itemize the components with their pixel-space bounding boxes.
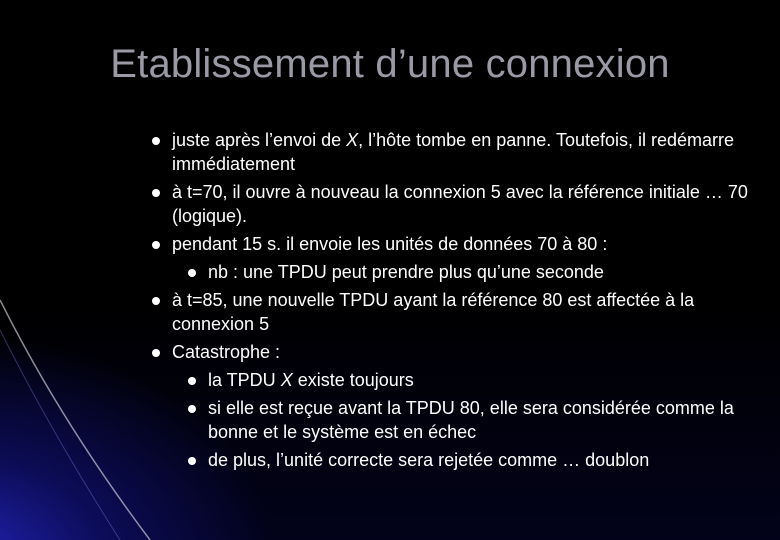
bullet-text: à t=85, une nouvelle TPDU ayant la référence 80 est affectée à la connexion 5 <box>172 290 695 334</box>
bullet-icon <box>188 377 196 385</box>
sub-bullet-item <box>188 368 752 392</box>
bullet-text: de plus, l’unité correcte sera rejetée comme … doublon <box>208 450 650 470</box>
sub-bullet-item <box>188 396 752 444</box>
bullet-icon <box>152 241 160 249</box>
bullet-text-part: la TPDU <box>208 370 281 390</box>
bullet-icon <box>188 457 196 465</box>
bullet-list <box>152 128 752 476</box>
variable-x: X <box>280 370 293 390</box>
bullet-text-part: juste après l’envoi de <box>172 130 347 150</box>
bullet-text-part: , l’hôte tombe en panne. Toutefois, il redémarre immédiatement <box>172 130 735 174</box>
sub-bullet-item <box>188 260 752 284</box>
bullet-icon <box>188 405 196 413</box>
bullet-item <box>152 340 752 364</box>
bullet-text-part: existe toujours <box>292 370 414 390</box>
bullet-item <box>152 180 752 228</box>
variable-x: X <box>346 130 359 150</box>
bullet-text: pendant 15 s. il envoie les unités de données 70 à 80 : <box>172 234 608 254</box>
bullet-icon <box>152 137 160 145</box>
bullet-text: nb : une TPDU peut prendre plus qu’une seconde <box>208 262 604 282</box>
bullet-item <box>152 232 752 256</box>
bullet-icon <box>152 189 160 197</box>
bullet-text: si elle est reçue avant la TPDU 80, elle sera considérée comme la bonne et le système est en échec <box>208 398 734 442</box>
bullet-item <box>152 288 752 336</box>
bullet-icon <box>152 349 160 357</box>
sub-bullet-item <box>188 448 752 472</box>
bullet-icon <box>152 297 160 305</box>
bullet-text: Catastrophe : <box>172 342 281 362</box>
bullet-item <box>152 128 752 176</box>
slide-title: Etablissement d’une connexion <box>110 42 670 86</box>
bullet-icon <box>188 269 196 277</box>
bullet-text: à t=70, il ouvre à nouveau la connexion 5 avec la référence initiale … 70 (logique). <box>172 182 748 226</box>
